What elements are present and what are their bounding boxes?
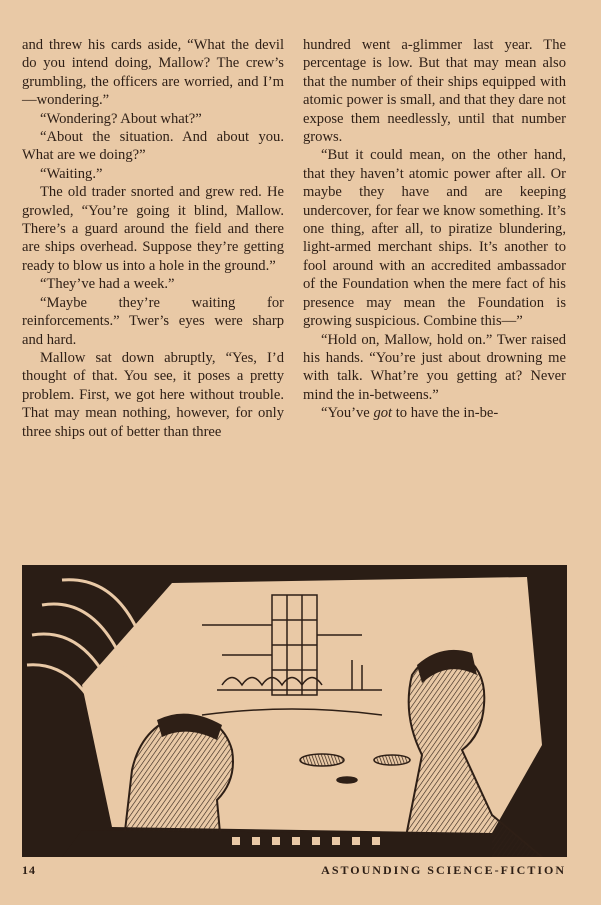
paragraph: “They’ve had a week.” <box>40 276 175 293</box>
paragraph: The old trader snorted and grew red. He growled, “You’re going it blind, Mallow. There’s a guard around the field and there are ships overhead. Suppose they’re getting ready to blow us into a hole in the ground.” <box>22 184 284 274</box>
paragraph: “About the situation. And about you. What are we doing?” <box>22 129 284 164</box>
illustration <box>22 565 567 857</box>
paragraph: “But it could mean, on the other hand, that they haven’t atomic power after all. Or maybe they have and are keeping undercover, for fear we know something. It’s one thing, after all, to piratize blundering, light-armed merchant ships. It’s another to fool around with an accredited ambassador of the Foundation when the mere fact of his presence may mean the Foundation is growing suspicious. Combine this—” <box>303 147 566 330</box>
paragraph-last <box>303 404 566 422</box>
emphasis: got <box>373 405 393 422</box>
text-column-left <box>22 36 284 441</box>
paragraph: “Maybe they’re waiting for reinforcements.” Twer’s eyes were sharp and hard. <box>22 294 284 348</box>
text-run: to have the in-be- <box>392 405 499 422</box>
running-head: ASTOUNDING SCIENCE-FICTION <box>321 863 566 877</box>
text-run: “You’ve <box>321 405 374 422</box>
paragraph: and threw his cards aside, “What the devil do you intend doing, Mallow? The crew’s grumbling, the officers are worried, and I’m—wondering.” <box>22 37 284 109</box>
text-column-right <box>303 36 566 423</box>
page-number: 14 <box>22 863 36 877</box>
paragraph: hundred went a-glimmer last year. The percentage is low. But that may mean also that the number of their ships equipped with atomic power is small, and that they dare not expose them needlessly, until that number grows. <box>303 37 566 146</box>
paragraph: “Hold on, Mallow, hold on.” Twer raised his hands. “You’re just about drowning me with talk. What’re you getting at? Never mind the in-betweens.” <box>303 331 566 403</box>
paragraph: “Wondering? About what?” <box>40 110 202 127</box>
paragraph: Mallow sat down abruptly, “Yes, I’d thought of that. You see, it poses a pretty problem. First, we got here without trouble. That may mean nothing, however, for only three ships out of better than three <box>22 349 284 440</box>
paragraph: “Waiting.” <box>40 165 103 182</box>
